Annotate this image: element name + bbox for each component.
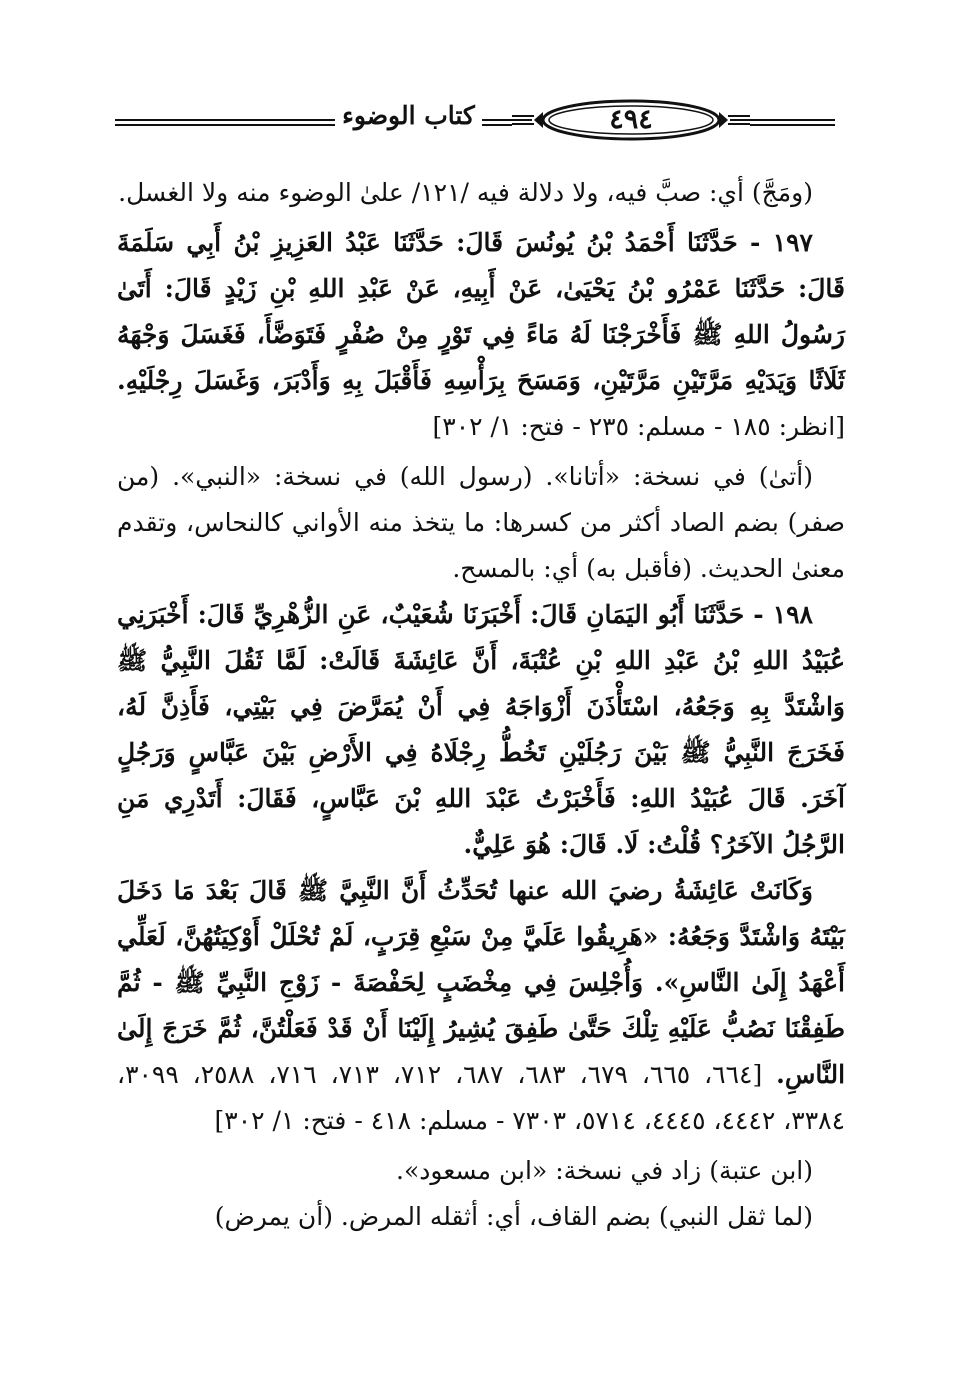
header-rule-left — [115, 119, 335, 126]
page-number-badge — [512, 97, 750, 143]
commentary-paragraph: (ابن عتبة) زاد في نسخة: «ابن مسعود». — [396, 1156, 813, 1185]
running-title: كتاب الوضوء — [342, 101, 475, 130]
page-header — [110, 95, 835, 151]
hadith-paragraph — [117, 220, 845, 450]
hadith-text: ١٩٧ - حَدَّثَنَا أَحْمَدُ بْنُ يُونُسَ قَالَ: حَدَّثَنَا عَبْدُ العَزِيزِ بْنُ أَبِي سَلَمَةَ قَالَ: حَدَّثَنَا عَمْرُو بْنُ يَحْيَىٰ، عَنْ أَبِيهِ، عَنْ عَبْدِ اللهِ بْنِ زَيْدٍ قَالَ: أَتَىٰ رَسُولُ اللهِ ﷺ فَأَخْرَجْنَا لَهُ مَاءً فِي تَوْرٍ مِنْ صُفْرٍ فَتَوَضَّأَ، فَغَسَلَ وَجْهَهُ ثَلَاثًا وَيَدَيْهِ مَرَّتَيْنِ مَرَّتَيْنِ، وَمَسَحَ بِرَأْسِهِ فَأَقْبَلَ بِهِ وَأَدْبَرَ، وَغَسَلَ رِجْلَيْهِ. — [117, 228, 845, 395]
header-rule-right — [750, 119, 835, 126]
commentary-paragraph: (ومَجَّ) أي: صبَّ فيه، ولا دلالة فيه /١٢١/ علىٰ الوضوء منه ولا الغسل. — [118, 178, 813, 207]
hadith-paragraph: ١٩٨ - حَدَّثَنَا أَبُو اليَمَانِ قَالَ: أَخْبَرَنَا شُعَيْبٌ، عَنِ الزُّهْرِيِّ قَالَ: أَخْبَرَنِي عُبَيْدُ اللهِ بْنُ عَبْدِ اللهِ بْنِ عُتْبَةَ، أَنَّ عَائِشَةَ قَالَتْ: لَمَّا ثَقُلَ النَّبِيُّ ﷺ وَاشْتَدَّ بِهِ وَجَعُهُ، اسْتَأْذَنَ أَزْوَاجَهُ فِي أَنْ يُمَرَّضَ فِي بَيْتِي، فَأَذِنَّ لَهُ، فَخَرَجَ النَّبِيُّ ﷺ بَيْنَ رَجُلَيْنِ تَخُطُّ رِجْلَاهُ فِي الأَرْضِ بَيْنَ عَبَّاسٍ وَرَجُلٍ آخَرَ. قَالَ عُبَيْدُ اللهِ: فَأَخْبَرْتُ عَبْدَ اللهِ بْنَ عَبَّاسٍ، فَقَالَ: أَتَدْرِي مَنِ الرَّجُلُ الآخَرُ؟ قُلْتُ: لَا. قَالَ: هُوَ عَلِيٌّ. — [117, 600, 845, 859]
commentary-paragraph: (لما ثقل النبي) بضم القاف، أي: أثقله المرض. (أن يمرض) — [214, 1202, 813, 1231]
header-rule-middle — [482, 119, 512, 126]
hadith-references: [٦٦٤، ٦٦٥، ٦٧٩، ٦٨٣، ٦٨٧، ٧١٢، ٧١٣، ٧١٦، ٢٥٨٨، ٣٠٩٩، ٣٣٨٤، ٤٤٤٢، ٤٤٤٥، ٥٧١٤، ٧٣٠٣ - مسلم: ٤١٨ - فتح: ١/ ٣٠٢] — [117, 1060, 845, 1135]
page-body — [117, 170, 845, 1240]
hadith-references: [انظر: ١٨٥ - مسلم: ٢٣٥ - فتح: ١/ ٣٠٢] — [432, 412, 845, 441]
hadith-text: وَكَانَتْ عَائِشَةُ رضيَ الله عنها تُحَدِّثُ أَنَّ النَّبِيَّ ﷺ قَالَ بَعْدَ مَا دَخَلَ بَيْتَهُ وَاشْتَدَّ وَجَعُهُ: «هَرِيقُوا عَلَيَّ مِنْ سَبْعِ قِرَبٍ، لَمْ تُحْلَلْ أَوْكِيَتُهُنَّ، لَعَلِّي أَعْهَدُ إِلَىٰ النَّاسِ». وَأُجْلِسَ فِي مِخْضَبٍ لِحَفْصَةَ - زَوْجِ النَّبِيِّ ﷺ - ثُمَّ طَفِقْنَا نَصُبُّ عَلَيْهِ تِلْكَ حَتَّىٰ طَفِقَ يُشِيرُ إِلَيْنَا أَنْ قَدْ فَعَلْتُنَّ، ثُمَّ خَرَجَ إِلَىٰ النَّاسِ. — [117, 876, 846, 1089]
commentary-paragraph: (أتىٰ) في نسخة: «أتانا». (رسول الله) في نسخة: «النبي». (من صفر) بضم الصاد أكثر من كسرها: ما يتخذ منه الأواني كالنحاس، وتقدم معنىٰ الحديث. (فأقبل به) أي: بالمسح. — [117, 462, 845, 583]
page-number: ٤٩٤ — [609, 104, 653, 135]
hadith-paragraph — [117, 868, 845, 1144]
